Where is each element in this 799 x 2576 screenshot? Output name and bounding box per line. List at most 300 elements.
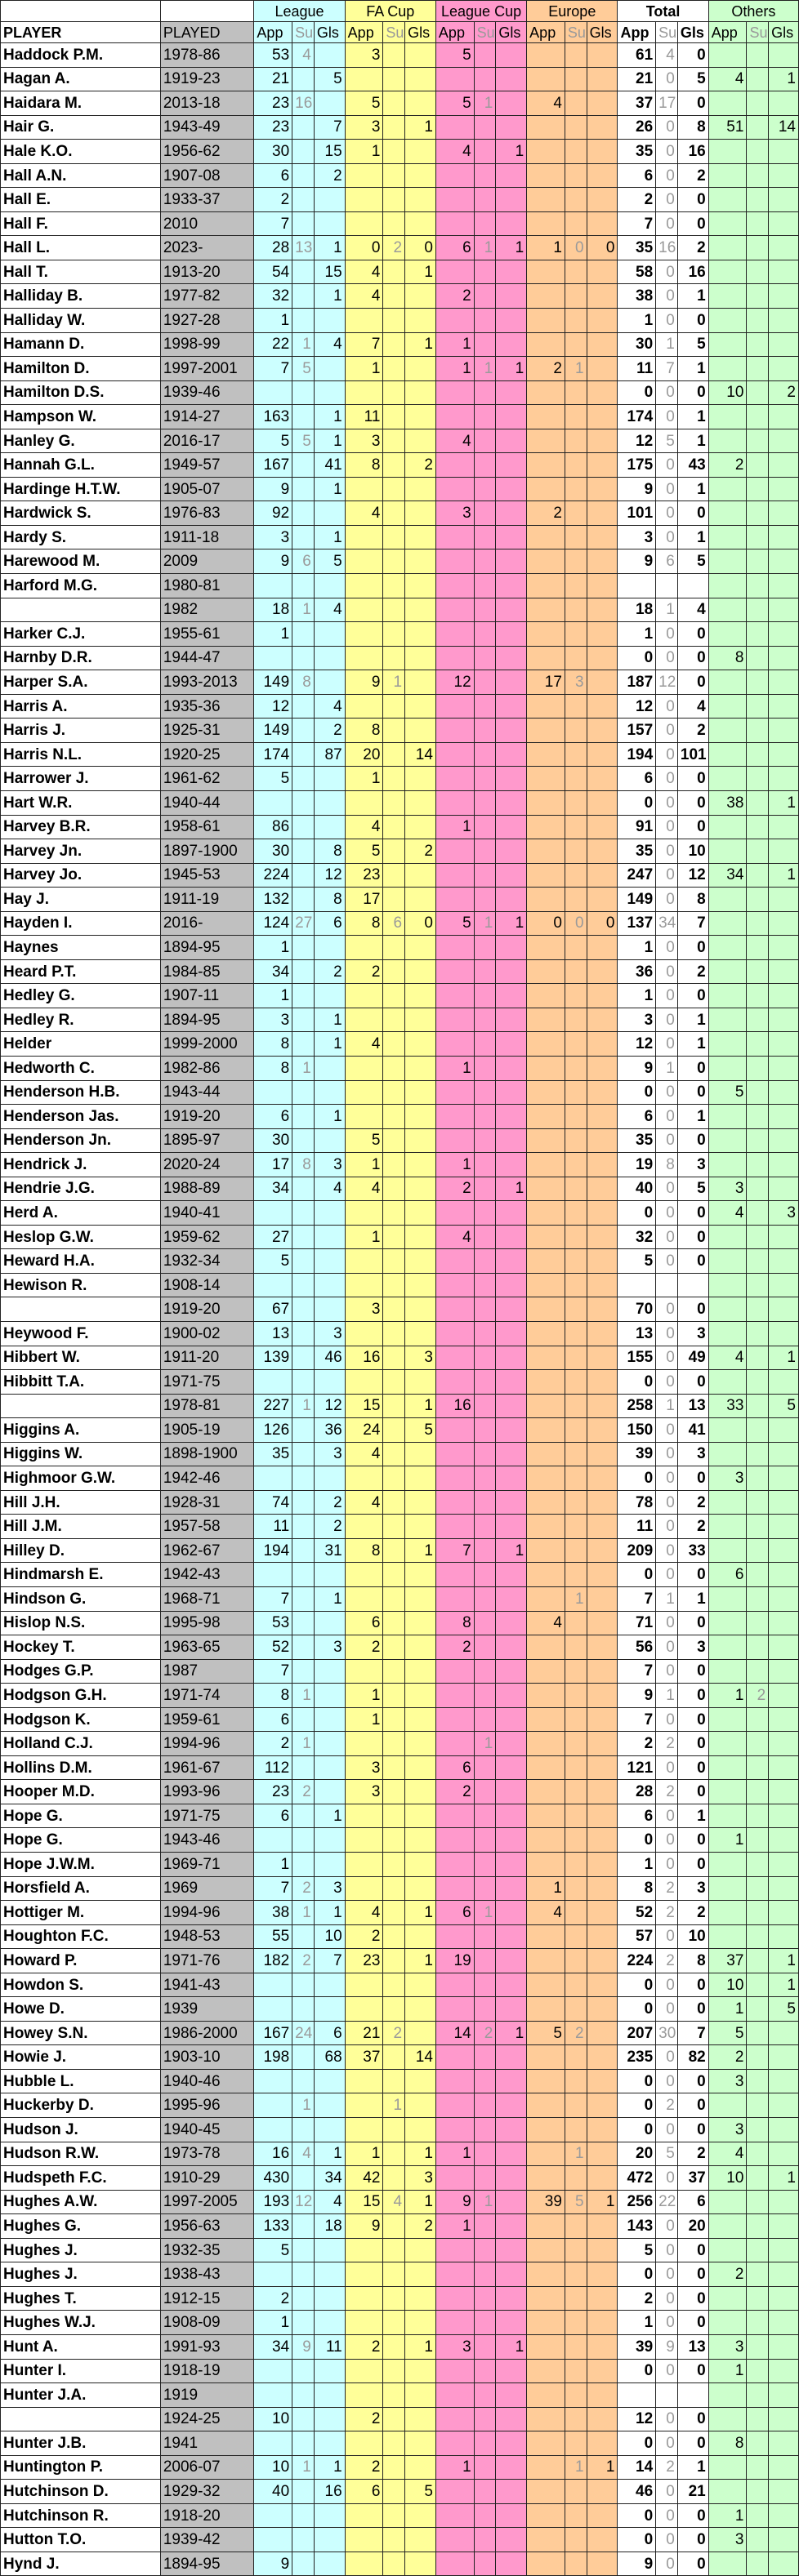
total-gls: 3	[677, 1321, 708, 1346]
others-gls	[769, 1924, 799, 1949]
league-cup-sub	[474, 1394, 496, 1418]
league-app: 22	[254, 332, 292, 357]
others-sub	[747, 549, 769, 574]
total-app: 187	[618, 670, 656, 695]
fa-cup-gls	[405, 2021, 436, 2045]
total-sub: 0	[656, 501, 678, 526]
europe-gls	[587, 1442, 618, 1466]
fa-cup-gls: 1	[405, 260, 436, 284]
europe-sub: 3	[565, 670, 587, 695]
player-name: Hanley G.	[1, 429, 161, 453]
total-app: 35	[618, 1128, 656, 1153]
others-app: 10	[708, 1973, 747, 1997]
others-app	[708, 1924, 747, 1949]
europe-app: 4	[527, 1611, 565, 1635]
league-cup-sub	[474, 429, 496, 453]
league-sub: 1	[292, 1684, 315, 1708]
league-cup-gls	[496, 2118, 527, 2142]
table-row	[1, 501, 799, 526]
player-name: Helder	[1, 1032, 161, 1057]
others-sub	[747, 2190, 769, 2214]
table-row	[1, 1587, 799, 1612]
league-gls	[314, 1128, 345, 1153]
total-gls: 0	[677, 2431, 708, 2456]
table-row	[1, 2190, 799, 2214]
europe-sub	[565, 1635, 587, 1660]
fa-cup-sub	[383, 309, 405, 333]
fa-cup-sub	[383, 1755, 405, 1780]
league-gls	[314, 1659, 345, 1684]
fa-cup-app: 16	[345, 1346, 383, 1370]
played-years: 1961-62	[160, 767, 254, 791]
league-cup-sub	[474, 1128, 496, 1153]
league-sub	[292, 815, 315, 839]
others-sub	[747, 1394, 769, 1418]
others-app: 10	[708, 2166, 747, 2191]
others-gls	[769, 1105, 799, 1129]
league-sub: 13	[292, 236, 315, 260]
fa-cup-sub	[383, 43, 405, 68]
played-years: 1908-14	[160, 1273, 254, 1297]
league-cup-sub	[474, 2214, 496, 2239]
others-app	[708, 405, 747, 429]
league-app	[254, 2383, 292, 2408]
played-years: 1903-10	[160, 2045, 254, 2070]
league-gls: 4	[314, 694, 345, 719]
total-gls: 10	[677, 839, 708, 864]
played-years: 1994-96	[160, 1901, 254, 1925]
league-cup-app: 1	[435, 357, 474, 381]
europe-gls	[587, 815, 618, 839]
total-gls: 1	[677, 2455, 708, 2480]
total-app	[618, 1273, 656, 1297]
league-cup-gls: 1	[496, 1177, 527, 1201]
europe-gls	[587, 1538, 618, 1563]
europe-app	[527, 790, 565, 815]
total-app: 247	[618, 863, 656, 888]
league-cup-app: 5	[435, 911, 474, 936]
europe-gls	[587, 2286, 618, 2311]
others-group-header: Others	[708, 1, 798, 22]
league-cup-app: 12	[435, 670, 474, 695]
league-cup-sub	[474, 694, 496, 719]
league-cup-app: 8	[435, 1611, 474, 1635]
total-app: 0	[618, 1563, 656, 1587]
total-app: 9	[618, 2552, 656, 2576]
league-sub: 24	[292, 2021, 315, 2045]
player-name: Hudson R.W.	[1, 2142, 161, 2166]
europe-app	[527, 936, 565, 960]
others-gls	[769, 767, 799, 791]
league-gls	[314, 936, 345, 960]
league-cup-gls	[496, 2407, 527, 2431]
player-name: Houghton F.C.	[1, 1924, 161, 1949]
total-app: 0	[618, 380, 656, 405]
others-app	[708, 236, 747, 260]
league-cup-app: 2	[435, 1177, 474, 1201]
total-app: 256	[618, 2190, 656, 2214]
fa-cup-gls	[405, 1707, 436, 1732]
league-gls: 4	[314, 332, 345, 357]
total-gls: 5	[677, 549, 708, 574]
league-app	[254, 2503, 292, 2528]
player-name: Hardy S.	[1, 525, 161, 549]
table-row	[1, 1225, 799, 1249]
total-app: 57	[618, 1924, 656, 1949]
player-name: Henderson Jas.	[1, 1105, 161, 1129]
fa-cup-sub	[383, 357, 405, 381]
fa-cup-gls	[405, 405, 436, 429]
fa-cup-app: 2	[345, 1635, 383, 1660]
league-cup-gls	[496, 959, 527, 984]
others-gls	[769, 1853, 799, 1877]
total-gls: 0	[677, 1563, 708, 1587]
played-years: 1969	[160, 1876, 254, 1901]
league-sub: 12	[292, 2190, 315, 2214]
total-gls: 0	[677, 984, 708, 1008]
league-cup-gls	[496, 284, 527, 309]
europe-sub	[565, 2552, 587, 2576]
league-cup-app: 6	[435, 236, 474, 260]
league-gls: 46	[314, 1346, 345, 1370]
europe-app	[527, 2045, 565, 2070]
league-sub	[292, 453, 315, 478]
played-years: 1984-85	[160, 959, 254, 984]
league-cup-sub	[474, 2069, 496, 2093]
league-app: 8	[254, 1684, 292, 1708]
total-app: 2	[618, 1732, 656, 1756]
league-cup-gls	[496, 1297, 527, 1322]
league-gls	[314, 1466, 345, 1491]
total-gls	[677, 2383, 708, 2408]
europe-app	[527, 525, 565, 549]
others-gls	[769, 1177, 799, 1201]
others-app	[708, 1442, 747, 1466]
europe-app	[527, 477, 565, 501]
total-gls: 0	[677, 936, 708, 960]
player-column-header: PLAYER	[1, 22, 161, 43]
total-app: 46	[618, 2480, 656, 2504]
league-cup-app	[435, 1418, 474, 1443]
fa-cup-gls	[405, 67, 436, 91]
league-cup-sub	[474, 1924, 496, 1949]
others-sub	[747, 1901, 769, 1925]
league-cup-app	[435, 453, 474, 478]
fa-cup-sub	[383, 2528, 405, 2552]
europe-sub	[565, 959, 587, 984]
total-app	[618, 2383, 656, 2408]
europe-app: 17	[527, 670, 565, 695]
league-sub	[292, 839, 315, 864]
fa-cup-sub	[383, 2069, 405, 2093]
fa-cup-sub: 1	[383, 2093, 405, 2118]
league-gls: 1	[314, 1032, 345, 1057]
others-gls	[769, 1321, 799, 1346]
fa-cup-sub: 2	[383, 2021, 405, 2045]
fa-cup-sub	[383, 1635, 405, 1660]
played-years: 1961-67	[160, 1755, 254, 1780]
played-years: 1971-74	[160, 1684, 254, 1708]
played-years: 1940-46	[160, 2069, 254, 2093]
others-gls	[769, 742, 799, 767]
europe-gls	[587, 429, 618, 453]
fa-cup-sub	[383, 1225, 405, 1249]
total-gls: 0	[677, 2552, 708, 2576]
others-app	[708, 1418, 747, 1443]
europe-gls	[587, 188, 618, 212]
league-cup-sub	[474, 790, 496, 815]
table-row	[1, 332, 799, 357]
table-row	[1, 2528, 799, 2552]
table-row	[1, 1635, 799, 1660]
player-group-header	[1, 1, 161, 22]
played-years: 1942-43	[160, 1563, 254, 1587]
fa-cup-app	[345, 2311, 383, 2335]
europe-gls	[587, 2214, 618, 2239]
player-name: Hardwick S.	[1, 501, 161, 526]
total-app: 6	[618, 767, 656, 791]
played-years: 1905-07	[160, 477, 254, 501]
league-cup-app	[435, 2552, 474, 2576]
table-row	[1, 2407, 799, 2431]
league-sub: 1	[292, 1732, 315, 1756]
league-cup-app: 6	[435, 1755, 474, 1780]
league-sub	[292, 936, 315, 960]
league-sub: 5	[292, 429, 315, 453]
others-sub	[747, 211, 769, 236]
others-app: 10	[708, 380, 747, 405]
league-sub	[292, 1659, 315, 1684]
europe-app: 1	[527, 236, 565, 260]
europe-gls	[587, 1346, 618, 1370]
fa-cup-app	[345, 694, 383, 719]
league-app: 17	[254, 1153, 292, 1177]
fa-cup-gls-header: Gls	[405, 22, 436, 43]
fa-cup-app	[345, 2503, 383, 2528]
league-app: 7	[254, 1659, 292, 1684]
others-app	[708, 574, 747, 598]
europe-app	[527, 863, 565, 888]
league-cup-app	[435, 2166, 474, 2191]
europe-app	[527, 1080, 565, 1105]
fa-cup-app: 2	[345, 2455, 383, 2480]
table-row	[1, 260, 799, 284]
total-sub: 0	[656, 1563, 678, 1587]
player-name: Hedworth C.	[1, 1056, 161, 1080]
others-sub	[747, 1949, 769, 1973]
league-app: 3	[254, 1008, 292, 1032]
table-row	[1, 1128, 799, 1153]
europe-sub	[565, 140, 587, 164]
fa-cup-sub	[383, 1418, 405, 1443]
others-app: 3	[708, 1466, 747, 1491]
europe-app	[527, 1659, 565, 1684]
europe-app-header: App	[527, 22, 565, 43]
others-gls	[769, 888, 799, 912]
total-app: 58	[618, 260, 656, 284]
league-cup-app: 3	[435, 2334, 474, 2359]
others-sub	[747, 1635, 769, 1660]
played-years: 1933-37	[160, 188, 254, 212]
total-sub: 17	[656, 91, 678, 116]
league-cup-sub: 1	[474, 1901, 496, 1925]
fa-cup-app: 4	[345, 1177, 383, 1201]
total-sub: 2	[656, 2455, 678, 2480]
player-name: Harvey B.R.	[1, 815, 161, 839]
total-sub: 0	[656, 1105, 678, 1129]
europe-app	[527, 1949, 565, 1973]
played-years: 2006-07	[160, 2455, 254, 2480]
europe-gls	[587, 1225, 618, 1249]
europe-gls	[587, 1105, 618, 1129]
total-app: 5	[618, 1249, 656, 1274]
league-gls	[314, 1732, 345, 1756]
total-app: 19	[618, 1153, 656, 1177]
league-cup-sub	[474, 284, 496, 309]
total-gls: 5	[677, 332, 708, 357]
total-gls: 0	[677, 2407, 708, 2431]
league-gls: 4	[314, 2190, 345, 2214]
played-years: 1969-71	[160, 1853, 254, 1877]
player-name: Halliday W.	[1, 309, 161, 333]
fa-cup-gls	[405, 1853, 436, 1877]
others-sub	[747, 2142, 769, 2166]
league-cup-sub	[474, 1032, 496, 1057]
fa-cup-gls	[405, 91, 436, 116]
europe-sub: 1	[565, 357, 587, 381]
others-gls	[769, 2311, 799, 2335]
fa-cup-app: 4	[345, 284, 383, 309]
league-cup-gls	[496, 332, 527, 357]
played-years: 1932-34	[160, 1249, 254, 1274]
total-sub: 0	[656, 1321, 678, 1346]
europe-gls	[587, 936, 618, 960]
player-name: Hughes J.	[1, 2238, 161, 2262]
player-name: Hayden I.	[1, 911, 161, 936]
table-row	[1, 140, 799, 164]
others-gls	[769, 140, 799, 164]
league-app	[254, 574, 292, 598]
league-sub	[292, 1973, 315, 1997]
europe-sub	[565, 1128, 587, 1153]
total-app: 1	[618, 622, 656, 647]
total-gls: 0	[677, 1225, 708, 1249]
others-gls	[769, 2383, 799, 2408]
league-cup-app	[435, 1105, 474, 1129]
total-app: 0	[618, 1466, 656, 1491]
league-cup-gls	[496, 2286, 527, 2311]
total-app: 2	[618, 188, 656, 212]
total-app: 61	[618, 43, 656, 68]
league-gls: 2	[314, 719, 345, 743]
fa-cup-app	[345, 1056, 383, 1080]
played-years: 1919-20	[160, 1105, 254, 1129]
europe-gls	[587, 1394, 618, 1418]
league-app: 6	[254, 1804, 292, 1828]
total-sub: 0	[656, 260, 678, 284]
europe-sub	[565, 2407, 587, 2431]
league-cup-gls	[496, 43, 527, 68]
total-app: 0	[618, 1201, 656, 1226]
total-app: 1	[618, 2311, 656, 2335]
league-cup-app	[435, 1346, 474, 1370]
europe-app: 0	[527, 911, 565, 936]
europe-app	[527, 1008, 565, 1032]
league-app: 8	[254, 1032, 292, 1057]
fa-cup-gls	[405, 2286, 436, 2311]
europe-sub	[565, 1515, 587, 1539]
total-sub: 0	[656, 1080, 678, 1105]
fa-cup-app	[345, 1249, 383, 1274]
league-sub	[292, 1828, 315, 1853]
played-years: 1998-99	[160, 332, 254, 357]
europe-sub	[565, 67, 587, 91]
league-cup-app: 2	[435, 1780, 474, 1804]
europe-app	[527, 622, 565, 647]
fa-cup-sub	[383, 1442, 405, 1466]
league-cup-gls: 1	[496, 1538, 527, 1563]
fa-cup-gls	[405, 1442, 436, 1466]
league-cup-sub	[474, 188, 496, 212]
player-name: Hampson W.	[1, 405, 161, 429]
fa-cup-sub	[383, 1321, 405, 1346]
fa-cup-sub	[383, 1538, 405, 1563]
others-app	[708, 2407, 747, 2431]
europe-gls	[587, 477, 618, 501]
league-app	[254, 1997, 292, 2022]
europe-app	[527, 1346, 565, 1370]
league-app: 2	[254, 1732, 292, 1756]
others-sub	[747, 1418, 769, 1443]
fa-cup-gls: 5	[405, 2480, 436, 2504]
league-cup-gls	[496, 1442, 527, 1466]
league-gls: 6	[314, 2021, 345, 2045]
league-cup-sub	[474, 1418, 496, 1443]
league-app	[254, 1563, 292, 1587]
others-app: 1	[708, 2359, 747, 2383]
fa-cup-gls	[405, 1105, 436, 1129]
europe-gls	[587, 43, 618, 68]
league-sub: 4	[292, 2142, 315, 2166]
league-cup-app	[435, 2431, 474, 2456]
player-name: Holland C.J.	[1, 1732, 161, 1756]
europe-sub	[565, 1924, 587, 1949]
others-sub	[747, 1587, 769, 1612]
league-sub	[292, 2383, 315, 2408]
player-name: Hardinge H.T.W.	[1, 477, 161, 501]
table-row	[1, 1707, 799, 1732]
others-sub	[747, 1008, 769, 1032]
league-cup-sub	[474, 1273, 496, 1297]
fa-cup-gls	[405, 1128, 436, 1153]
played-years: 2016-	[160, 911, 254, 936]
others-app: 1	[708, 1997, 747, 2022]
total-sub: 0	[656, 2286, 678, 2311]
europe-app	[527, 1225, 565, 1249]
fa-cup-gls: 0	[405, 236, 436, 260]
europe-app	[527, 1442, 565, 1466]
league-sub	[292, 646, 315, 670]
league-cup-sub	[474, 1008, 496, 1032]
league-sub	[292, 1442, 315, 1466]
league-sub	[292, 1515, 315, 1539]
total-app: 235	[618, 2045, 656, 2070]
fa-cup-sub	[383, 549, 405, 574]
fa-cup-app: 3	[345, 1297, 383, 1322]
europe-gls	[587, 622, 618, 647]
league-cup-app	[435, 1008, 474, 1032]
europe-gls	[587, 888, 618, 912]
